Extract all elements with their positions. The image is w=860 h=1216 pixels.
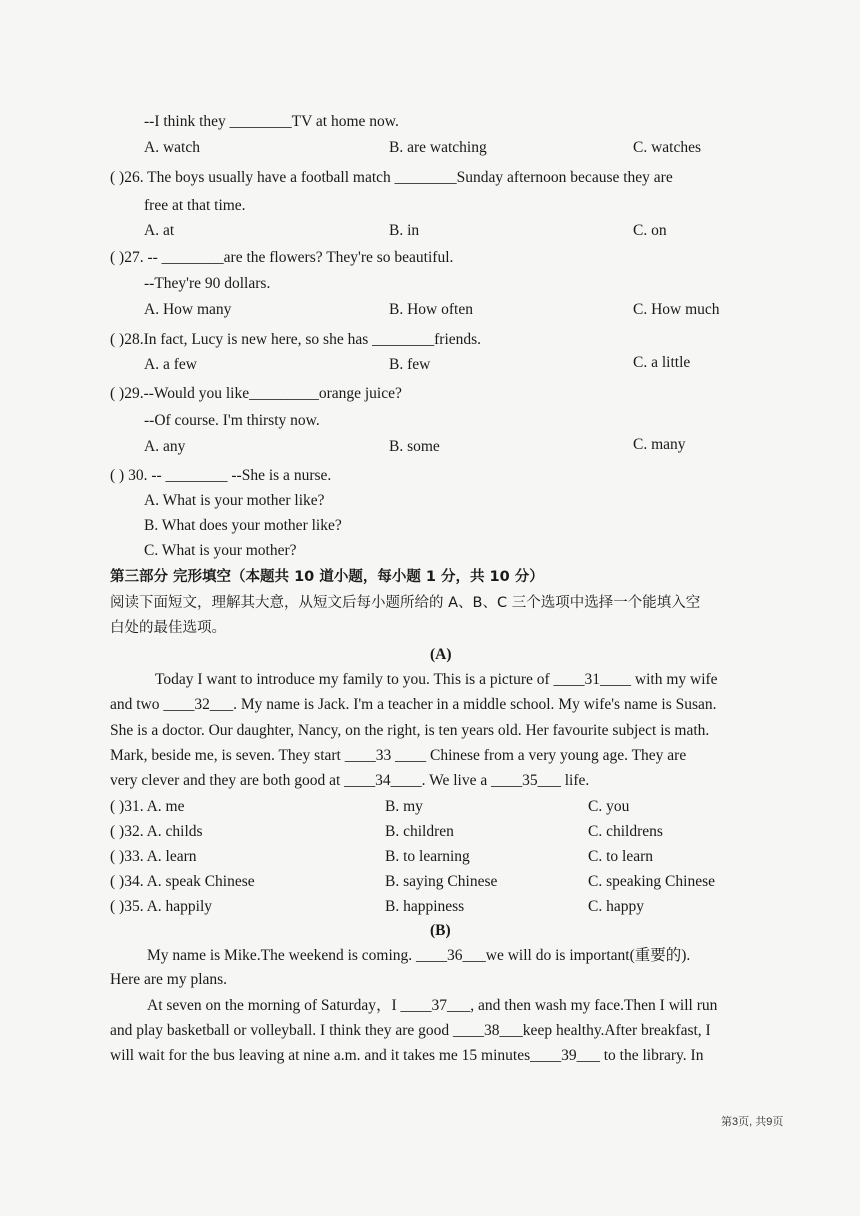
q33-option-b: B. to learning (385, 848, 470, 865)
passage-b-label: (B) (430, 922, 451, 939)
passage-b-line: Here are my plans. (110, 971, 228, 988)
q35-option-b: B. happiness (385, 898, 465, 915)
passage-b-line: At seven on the morning of Saturday，I ____37___, and then wash my face.Then I will run (147, 997, 718, 1014)
q25-option-b: B. are watching (389, 139, 487, 156)
q31-option-b: B. my (385, 798, 423, 815)
q26-stem-cont: free at that time. (144, 197, 246, 214)
q28-option-c: C. a little (633, 354, 691, 371)
q32-option-a: ( )32. A. childs (110, 823, 203, 840)
q25-option-a: A. watch (144, 139, 200, 156)
passage-a-label: (A) (430, 646, 452, 663)
q26-option-b: B. in (389, 222, 420, 239)
q34-option-c: C. speaking Chinese (588, 873, 715, 890)
q32-option-c: C. childrens (588, 823, 663, 840)
q25-answer-line: --I think they ________TV at home now. (144, 113, 399, 130)
q34-option-a: ( )34. A. speak Chinese (110, 873, 255, 890)
passage-a-line: very clever and they are both good at ____34____. We live a ____35___ life. (110, 772, 590, 789)
q31-option-c: C. you (588, 798, 630, 815)
q29-stem: ( )29.--Would you like_________orange juice? (110, 385, 402, 402)
q30-option-b: B. What does your mother like? (144, 517, 342, 534)
passage-b-line: My name is Mike.The weekend is coming. ____36___we will do is important(重要的). (147, 947, 691, 964)
q27-stem: ( )27. -- ________are the flowers? They're so beautiful. (110, 249, 454, 266)
q35-option-c: C. happy (588, 898, 644, 915)
page-number: 第3页, 共9页 (721, 1116, 784, 1128)
q29-stem-cont: --Of course. I'm thirsty now. (144, 412, 320, 429)
q25-option-c: C. watches (633, 139, 702, 156)
section-instructions: 阅读下面短文，理解其大意，从短文后每小题所给的 A、B、C 三个选项中选择一个能填入空 (110, 595, 701, 611)
passage-a-line: Mark, beside me, is seven. They start ____33 ____ Chinese from a very young age. They are (110, 747, 687, 764)
q30-stem: ( ) 30. -- ________ --She is a nurse. (110, 467, 332, 484)
q28-option-a: A. a few (144, 356, 197, 373)
q26-option-c: C. on (633, 222, 667, 239)
q33-option-a: ( )33. A. learn (110, 848, 197, 865)
section-title: 第三部分 完形填空（本题共 10 道小题，每小题 1 分，共 10 分） (110, 569, 544, 585)
q26-option-a: A. at (144, 222, 175, 239)
q33-option-c: C. to learn (588, 848, 653, 865)
section-instructions-cont: 白处的最佳选项。 (110, 620, 226, 636)
passage-a-line: Today I want to introduce my family to you. This is a picture of ____31____ with my wife (155, 671, 718, 688)
q28-stem: ( )28.In fact, Lucy is new here, so she has ________friends. (110, 331, 482, 348)
q32-option-b: B. children (385, 823, 454, 840)
q30-option-a: A. What is your mother like? (144, 492, 325, 509)
passage-a-line: She is a doctor. Our daughter, Nancy, on the right, is ten years old. Her favourite subject is math. (110, 722, 710, 739)
q27-stem-cont: --They're 90 dollars. (144, 275, 271, 292)
q34-option-b: B. saying Chinese (385, 873, 498, 890)
q27-option-a: A. How many (144, 301, 232, 318)
q27-option-c: C. How much (633, 301, 720, 318)
q29-option-a: A. any (144, 438, 186, 455)
q28-option-b: B. few (389, 356, 431, 373)
q31-option-a: ( )31. A. me (110, 798, 185, 815)
q26-stem: ( )26. The boys usually have a football match ________Sunday afternoon because they are (110, 169, 673, 186)
passage-b-line: and play basketball or volleyball. I think they are good ____38___keep healthy.After breakfast, I (110, 1022, 711, 1039)
passage-a-line: and two ____32___. My name is Jack. I'm a teacher in a middle school. My wife's name is Susan. (110, 696, 717, 713)
q29-option-b: B. some (389, 438, 440, 455)
q29-option-c: C. many (633, 436, 686, 453)
q35-option-a: ( )35. A. happily (110, 898, 213, 915)
q30-option-c: C. What is your mother? (144, 542, 297, 559)
passage-b-line: will wait for the bus leaving at nine a.m. and it takes me 15 minutes____39___ to the library. In (110, 1047, 704, 1064)
q27-option-b: B. How often (389, 301, 473, 318)
